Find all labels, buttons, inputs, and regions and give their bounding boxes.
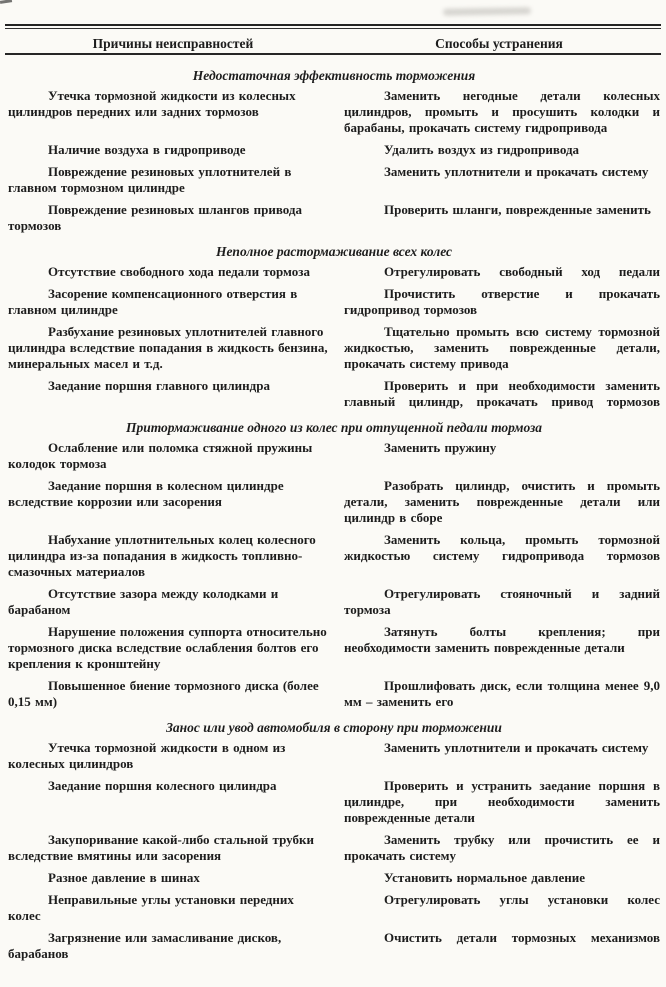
remedy-cell: Удалить воздух из гидропривода: [384, 142, 580, 157]
remedy-cell: Отрегулировать свободный ход педали: [384, 264, 660, 279]
remedy-cell: Заменить уплотнители и прокачать систему: [384, 740, 649, 755]
table-row: [8, 892, 660, 924]
table-row: [8, 202, 660, 234]
table-row: [8, 324, 660, 372]
cause-cell: Нарушение положения суппорта относительно тормозного диска вследствие ослабления болтов его крепления к кронштейну: [8, 624, 327, 671]
remedy-cell: Разобрать цилиндр, очистить и промыть детали, заменить поврежденные детали или цилиндр в сборе: [344, 478, 660, 525]
table-row: [8, 740, 660, 772]
table-row: [8, 930, 660, 962]
remedy-cell: Заменить трубку или прочистить ее и прокачать систему: [344, 832, 660, 863]
cause-cell: Неправильные углы установки передних колес: [8, 892, 294, 923]
cause-cell: Заедание поршня колесного цилиндра: [48, 778, 277, 793]
remedy-cell: Проверить и устранить заедание поршня в цилиндре, при необходимости заменить поврежденные детали: [344, 778, 660, 825]
section-title: Занос или увод автомобиля в сторону при торможении: [166, 720, 502, 735]
cause-cell: Ослабление или поломка стяжной пружины колодок тормоза: [8, 440, 313, 471]
table-row: [8, 624, 660, 672]
cause-cell: Набухание уплотнительных колец колесного цилиндра из-за попадания в жидкость топливно-смазочных материалов: [8, 532, 316, 579]
table-top-rule: [5, 24, 661, 29]
column-header-remedies: Способы устранения: [435, 36, 563, 51]
table-row: [8, 264, 660, 280]
cause-cell: Отсутствие свободного хода педали тормоза: [48, 264, 310, 279]
cause-cell: Заедание поршня главного цилиндра: [48, 378, 270, 393]
remedy-cell: Прочистить отверстие и прокачать гидропривод тормозов: [344, 286, 660, 317]
section-title: Неполное растормаживание всех колес: [215, 244, 453, 259]
table-body: [8, 58, 660, 968]
cause-cell: Разное давление в шинах: [48, 870, 200, 885]
remedy-cell: Отрегулировать стояночный и задний тормоза: [344, 586, 660, 617]
remedy-cell: Отрегулировать углы установки колес: [384, 892, 660, 907]
remedy-cell: Заменить пружину: [384, 440, 497, 455]
table-row: [8, 778, 660, 826]
cause-cell: Заедание поршня в колесном цилиндре вследствие коррозии или засорения: [8, 478, 284, 509]
remedy-cell: Проверить шланги, поврежденные заменить: [384, 202, 651, 217]
cause-cell: Утечка тормозной жидкости в одном из колесных цилиндров: [8, 740, 286, 771]
table-row: [8, 88, 660, 136]
cause-cell: Наличие воздуха в гидроприводе: [48, 142, 246, 157]
cause-cell: Повреждение резиновых уплотнителей в главном тормозном цилиндре: [8, 164, 292, 195]
section-title: Недостаточная эффективность торможения: [192, 68, 476, 83]
cause-cell: Отсутствие зазора между колодками и барабаном: [8, 586, 279, 617]
section-title: Притормаживание одного из колес при отпущенной педали тормоза: [125, 420, 543, 435]
remedy-cell: Очистить детали тормозных механизмов: [384, 930, 660, 945]
cause-cell: Разбухание резиновых уплотнителей главного цилиндра вследствие попадания в жидкость бензина, минеральных масел и т.д.: [8, 324, 328, 371]
table-row: [8, 164, 660, 196]
table-row: [8, 440, 660, 472]
remedy-cell: Заменить кольца, промыть тормозной жидкостью систему гидропривода тормозов: [344, 532, 660, 563]
column-header-causes: Причины неисправностей: [92, 36, 254, 51]
remedy-cell: Заменить негодные детали колесных цилиндров, промыть и просушить колодки и барабаны, прокачать систему гидропривода: [344, 88, 660, 135]
scan-smudge-artifact: [443, 7, 531, 16]
scan-speck-artifact: [0, 0, 12, 4]
table-header-row: [8, 36, 660, 52]
remedy-cell: Затянуть болты крепления; при необходимости заменить поврежденные детали: [344, 624, 660, 655]
cause-cell: Повреждение резиновых шлангов привода тормозов: [8, 202, 303, 233]
table-row: [8, 678, 660, 710]
cause-cell: Загрязнение или замасливание дисков, барабанов: [8, 930, 282, 961]
cause-cell: Засорение компенсационного отверстия в главном цилиндре: [8, 286, 298, 317]
table-row: [8, 478, 660, 526]
table-row: [8, 586, 660, 618]
cause-cell: Повышенное биение тормозного диска (более 0,15 мм): [8, 678, 319, 709]
table-row: [8, 142, 660, 158]
table-row: [8, 286, 660, 318]
table-row: [8, 532, 660, 580]
table-header-rule: [5, 53, 661, 55]
cause-cell: Закупоривание какой-либо стальной трубки вследствие вмятины или засорения: [8, 832, 314, 863]
remedy-cell: Установить нормальное давление: [384, 870, 585, 885]
remedy-cell: Прошлифовать диск, если толщина менее 9,0 мм – заменить его: [344, 678, 660, 709]
table-row: [8, 378, 660, 410]
remedy-cell: Тщательно промыть всю систему тормозной жидкостью, заменить поврежденные детали, прокачать систему привода: [344, 324, 660, 371]
remedy-cell: Проверить и при необходимости заменить главный цилиндр, прокачать привод тормозов: [344, 378, 660, 409]
table-row: [8, 870, 660, 886]
remedy-cell: Заменить уплотнители и прокачать систему: [384, 164, 649, 179]
cause-cell: Утечка тормозной жидкости из колесных цилиндров передних или задних тормозов: [8, 88, 296, 119]
table-row: [8, 832, 660, 864]
